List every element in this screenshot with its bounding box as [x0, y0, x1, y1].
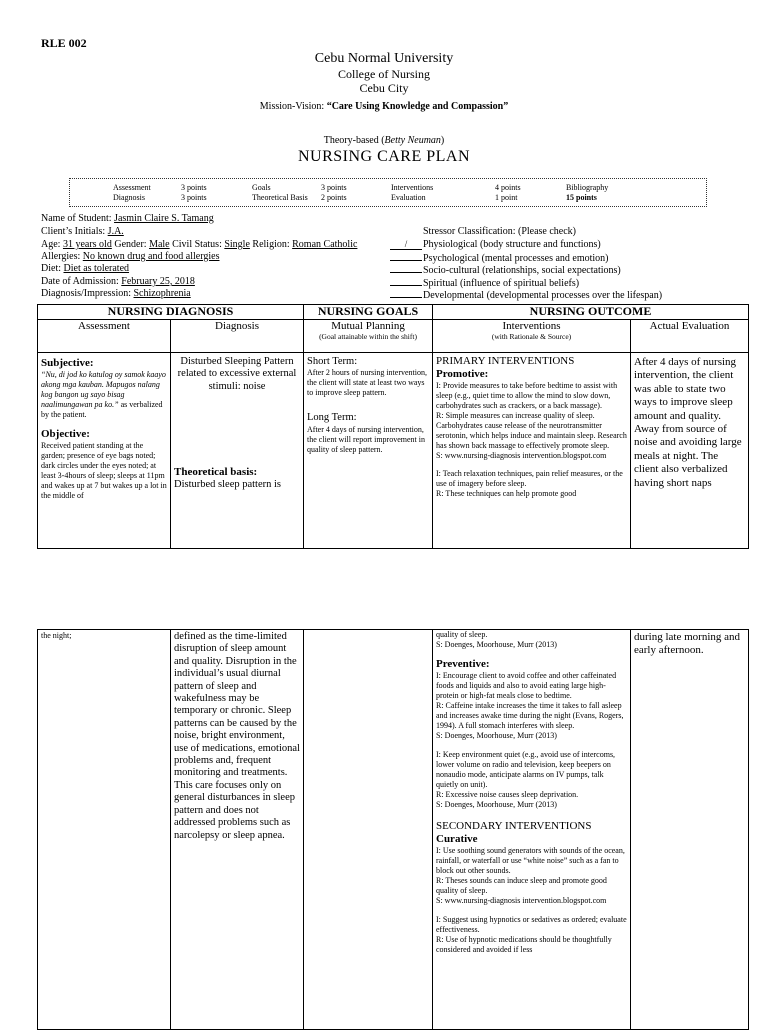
- mission-vision: [0, 101, 768, 112]
- stressor-check-sociocultural[interactable]: [390, 263, 422, 273]
- stressor-label-sociocultural: Socio-cultural (relationships, social expectations): [423, 265, 621, 276]
- student-name-line: [41, 213, 214, 225]
- points-value-diagnosis: 3 points: [181, 193, 207, 202]
- points-total: 15 points: [566, 193, 597, 202]
- allergies-label: Allergies:: [41, 251, 83, 262]
- promotive-rationale-1: R: Simple measures can increase quality of sleep. Carbohydrates cause release of the neurotransmitter serotonin, which helps induce and maintain sleep. Research has shown back massage to effectively promote sleep.: [436, 411, 627, 450]
- interventions-label: Interventions: [502, 320, 561, 332]
- stressor-check-psychological[interactable]: [390, 251, 422, 261]
- diagnosis-statement: Disturbed Sleeping Pattern related to excessive external stimuli: noise: [177, 356, 297, 392]
- diagnosis-cell-continued: [171, 630, 304, 1030]
- student-name-value: Jasmin Claire S. Tamang: [114, 213, 214, 224]
- subheader-mutual-planning: [304, 320, 433, 353]
- evaluation-cell: [631, 353, 749, 549]
- curative-rationale-1: R: Theses sounds can induce sleep and promote good quality of sleep.: [436, 876, 607, 895]
- objective-label: Objective:: [41, 428, 90, 440]
- curative-source-1: S: www.nursing-diagnosis intervention.blogspot.com: [436, 896, 607, 905]
- diet-label: Diet:: [41, 263, 64, 274]
- interventions-note: (with Rationale & Source): [491, 332, 572, 341]
- short-term-text: After 2 hours of nursing intervention, the client will state at least two ways to improve sleep pattern.: [307, 368, 427, 398]
- evaluation-text: After 4 days of nursing intervention, the client was able to state two ways to improve sleep amount and quality. Away from source of noise and avoiding large meals at night. The client also verbalized having short naps: [634, 356, 742, 489]
- points-label-theoretical: Theoretical Basis: [252, 193, 308, 202]
- stressor-title: Stressor Classification: (Please check): [423, 226, 577, 237]
- subjective-tail: as verbalized by the patient.: [41, 400, 163, 419]
- theory-suffix: ): [440, 135, 445, 146]
- curative-rationale-2: R: Use of hypnotic medications should be thoughtfully considered and avoided if less: [436, 935, 612, 954]
- objective-text: Received patient standing at the garden; presence of eye bags noted; dark circles under the eyes noted; at least 3-4hours of sleep; sleeps at 11pm and wakes up at 7 but wakes up a lot in the middle of: [41, 441, 167, 500]
- age-value: 31 years old: [62, 239, 112, 250]
- subheader-actual-evaluation: Actual Evaluation: [631, 320, 749, 353]
- points-label-evaluation: Evaluation: [391, 193, 426, 202]
- curative-label: Curative: [436, 833, 478, 845]
- religion-value: Roman Catholic: [292, 239, 358, 250]
- promotive-rationale-2-continued: quality of sleep.: [436, 630, 488, 639]
- diagnosis-impression-line: [41, 288, 191, 300]
- civil-status-value: Single: [224, 239, 250, 250]
- mutual-planning-label: Mutual Planning: [331, 320, 405, 332]
- interventions-cell-continued: [433, 630, 631, 1030]
- promotive-intervention-2: I: Teach relaxation techniques, pain relief measures, or the use of imagery before sleep.: [436, 469, 623, 488]
- long-term-label: Long Term:: [307, 412, 357, 424]
- allergies-value: No known drug and food allergies: [82, 251, 220, 262]
- points-value-interventions: 4 points: [495, 183, 521, 192]
- stressor-label-physiological: Physiological (body structure and functions): [423, 239, 601, 250]
- subheader-interventions: [433, 320, 631, 353]
- demographics-line: [41, 239, 357, 251]
- theoretical-basis-label: Theoretical basis:: [174, 466, 258, 479]
- preventive-intervention-1: I: Encourage client to avoid coffee and other caffeinated foods and liquids and also to avoid eating large high-protein or high-fat meals close to bedtime.: [436, 671, 617, 700]
- subjective-label: Subjective:: [41, 357, 94, 369]
- care-plan-table-page1: [37, 304, 749, 549]
- gender-label: Gender:: [111, 239, 150, 250]
- theory-based: [0, 135, 768, 146]
- stressor-label-spiritual: Spiritual (influence of spiritual beliefs): [423, 278, 580, 289]
- promotive-label: Promotive:: [436, 368, 489, 380]
- promotive-rationale-2: R: These techniques can help promote good: [436, 489, 577, 498]
- points-value-assessment: 3 points: [181, 183, 207, 192]
- diagnosis-impression-label: Diagnosis/Impression:: [41, 288, 134, 299]
- goals-cell: [304, 353, 433, 549]
- header-nursing-goals: NURSING GOALS: [304, 305, 433, 320]
- mission-label: Mission-Vision:: [259, 101, 327, 112]
- gender-value: Male: [149, 239, 170, 250]
- university-name: Cebu Normal University: [314, 51, 454, 66]
- stressor-developmental: [390, 288, 662, 302]
- points-value-theoretical: 2 points: [321, 193, 347, 202]
- diet-line: [41, 263, 129, 275]
- admission-label: Date of Admission:: [41, 276, 122, 287]
- mission-value: “Care Using Knowledge and Compassion”: [326, 101, 509, 112]
- preventive-source-1: S: Doenges, Moorhouse, Murr (2013): [436, 731, 557, 740]
- points-value-goals: 3 points: [321, 183, 347, 192]
- mutual-planning-note: (Goal attainable within the shift): [319, 332, 417, 341]
- theoretical-basis-start: Disturbed sleep pattern is: [174, 479, 282, 491]
- client-initials-value: J.A.: [107, 226, 124, 237]
- evaluation-cell-continued: [631, 630, 749, 1030]
- preventive-rationale-2: R: Excessive noise causes sleep deprivation.: [436, 790, 579, 799]
- stressor-check-physiological[interactable]: /: [390, 240, 422, 250]
- preventive-source-2: S: Doenges, Moorhouse, Murr (2013): [436, 800, 557, 809]
- preventive-intervention-2: I: Keep environment quiet (e.g., avoid use of intercoms, lower volume on radio and television, keep beepers on nonaudio mode, anticipate alarms on IV pumps, talk quietly on unit).: [436, 750, 616, 789]
- points-label-diagnosis: Diagnosis: [113, 193, 145, 202]
- preventive-label: Preventive:: [436, 658, 490, 670]
- long-term-text: After 4 days of nursing intervention, the client will report improvement in quality of sleep pattern.: [307, 424, 425, 454]
- client-initials-label: Client’s Initials:: [41, 226, 108, 237]
- stressor-label-developmental: Developmental (developmental processes over the lifespan): [423, 290, 663, 301]
- subheader-assessment: Assessment: [38, 320, 171, 353]
- curative-intervention-2: I: Suggest using hypnotics or sedatives as ordered; evaluate effectiveness.: [436, 915, 627, 934]
- stressor-label-psychological: Psychological (mental processes and emotion): [423, 253, 609, 264]
- page-title: NURSING CARE PLAN: [297, 148, 471, 165]
- header-nursing-diagnosis: NURSING DIAGNOSIS: [38, 305, 304, 320]
- interventions-cell: [433, 353, 631, 549]
- points-label-goals: Goals: [252, 183, 271, 192]
- assessment-cell: [38, 353, 171, 549]
- points-value-evaluation: 1 point: [495, 193, 518, 202]
- points-box: [69, 178, 707, 207]
- secondary-interventions-heading: SECONDARY INTERVENTIONS: [436, 820, 592, 832]
- stressor-check-spiritual[interactable]: [390, 276, 422, 286]
- civil-status-label: Civil Status:: [169, 239, 225, 250]
- client-initials-line: [41, 226, 124, 238]
- header-nursing-outcome: NURSING OUTCOME: [433, 305, 749, 320]
- diagnosis-cell: [171, 353, 304, 549]
- points-label-bibliography: Bibliography: [566, 183, 609, 192]
- stressor-check-developmental[interactable]: [390, 288, 422, 298]
- primary-interventions-heading: PRIMARY INTERVENTIONS: [436, 355, 575, 367]
- subheader-diagnosis: Diagnosis: [171, 320, 304, 353]
- stressor-sociocultural: [390, 263, 621, 277]
- theoretical-basis-continued: defined as the time-limited disruption of sleep amount and quality. Disruption in the individual’s usual diurnal pattern of sleep and wakefulness may be temporary or chronic. Sleep patterns can be caused by the noise, bright environment, use of medications, emotional problems and, frequent monitoring and treatments. This care focuses only on general disturbances in sleep pattern and does not addressed problems such as narcolepsy or sleep apnea.: [174, 631, 300, 841]
- religion-label: Religion:: [249, 239, 293, 250]
- promotive-source-2: S: Doenges, Moorhouse, Murr (2013): [436, 640, 557, 649]
- preventive-rationale-1: R: Caffeine intake increases the time it takes to fall asleep and increases awake time during the night (Evans, Rogers, 1994). A full stomach interferes with sleep.: [436, 701, 624, 730]
- short-term-label: Short Term:: [307, 356, 358, 367]
- diet-value: Diet as tolerated: [63, 263, 130, 274]
- subjective-quote: “Nu, di jod ko katulog oy samok kaayo akong mga kauban. Mapugos nalang kog bangon ug sayo bisag naalimungawan pa ko.”: [41, 370, 166, 409]
- promotive-source-1: S: www.nursing-diagnosis intervention.blogspot.com: [436, 451, 607, 460]
- evaluation-text-continued: during late morning and early afternoon.: [634, 631, 741, 657]
- stressor-physiological: [390, 239, 601, 251]
- admission-value: February 25, 2018: [121, 276, 195, 287]
- theory-prefix: Theory-based (: [323, 135, 385, 146]
- curative-intervention-1: I: Use soothing sound generators with sounds of the ocean, rainfall, or waterfall or use “white noise” such as a fan to block out other sounds.: [436, 846, 625, 875]
- goals-cell-continued: [304, 630, 433, 1030]
- assessment-cell-continued: [38, 630, 171, 1030]
- student-name-label: Name of Student:: [41, 213, 115, 224]
- document-code: RLE 002: [41, 36, 87, 50]
- theory-name: Betty Neuman: [384, 135, 441, 146]
- care-plan-table-page2: [37, 629, 749, 1030]
- city-name: Cebu City: [359, 81, 409, 95]
- objective-text-continued: the night;: [41, 631, 72, 640]
- allergies-line: [41, 251, 220, 263]
- admission-line: [41, 276, 195, 288]
- college-name: College of Nursing: [338, 67, 430, 81]
- age-label: Age:: [41, 239, 63, 250]
- diagnosis-impression-value: Schizophrenia: [133, 288, 191, 299]
- points-label-interventions: Interventions: [391, 183, 434, 192]
- promotive-intervention-1: I: Provide measures to take before bedtime to assist with sleep (e.g., quiet time to allow the mind to slow down, carbohydrates such as crackers, or a back massage).: [436, 381, 618, 410]
- points-label-assessment: Assessment: [113, 183, 151, 192]
